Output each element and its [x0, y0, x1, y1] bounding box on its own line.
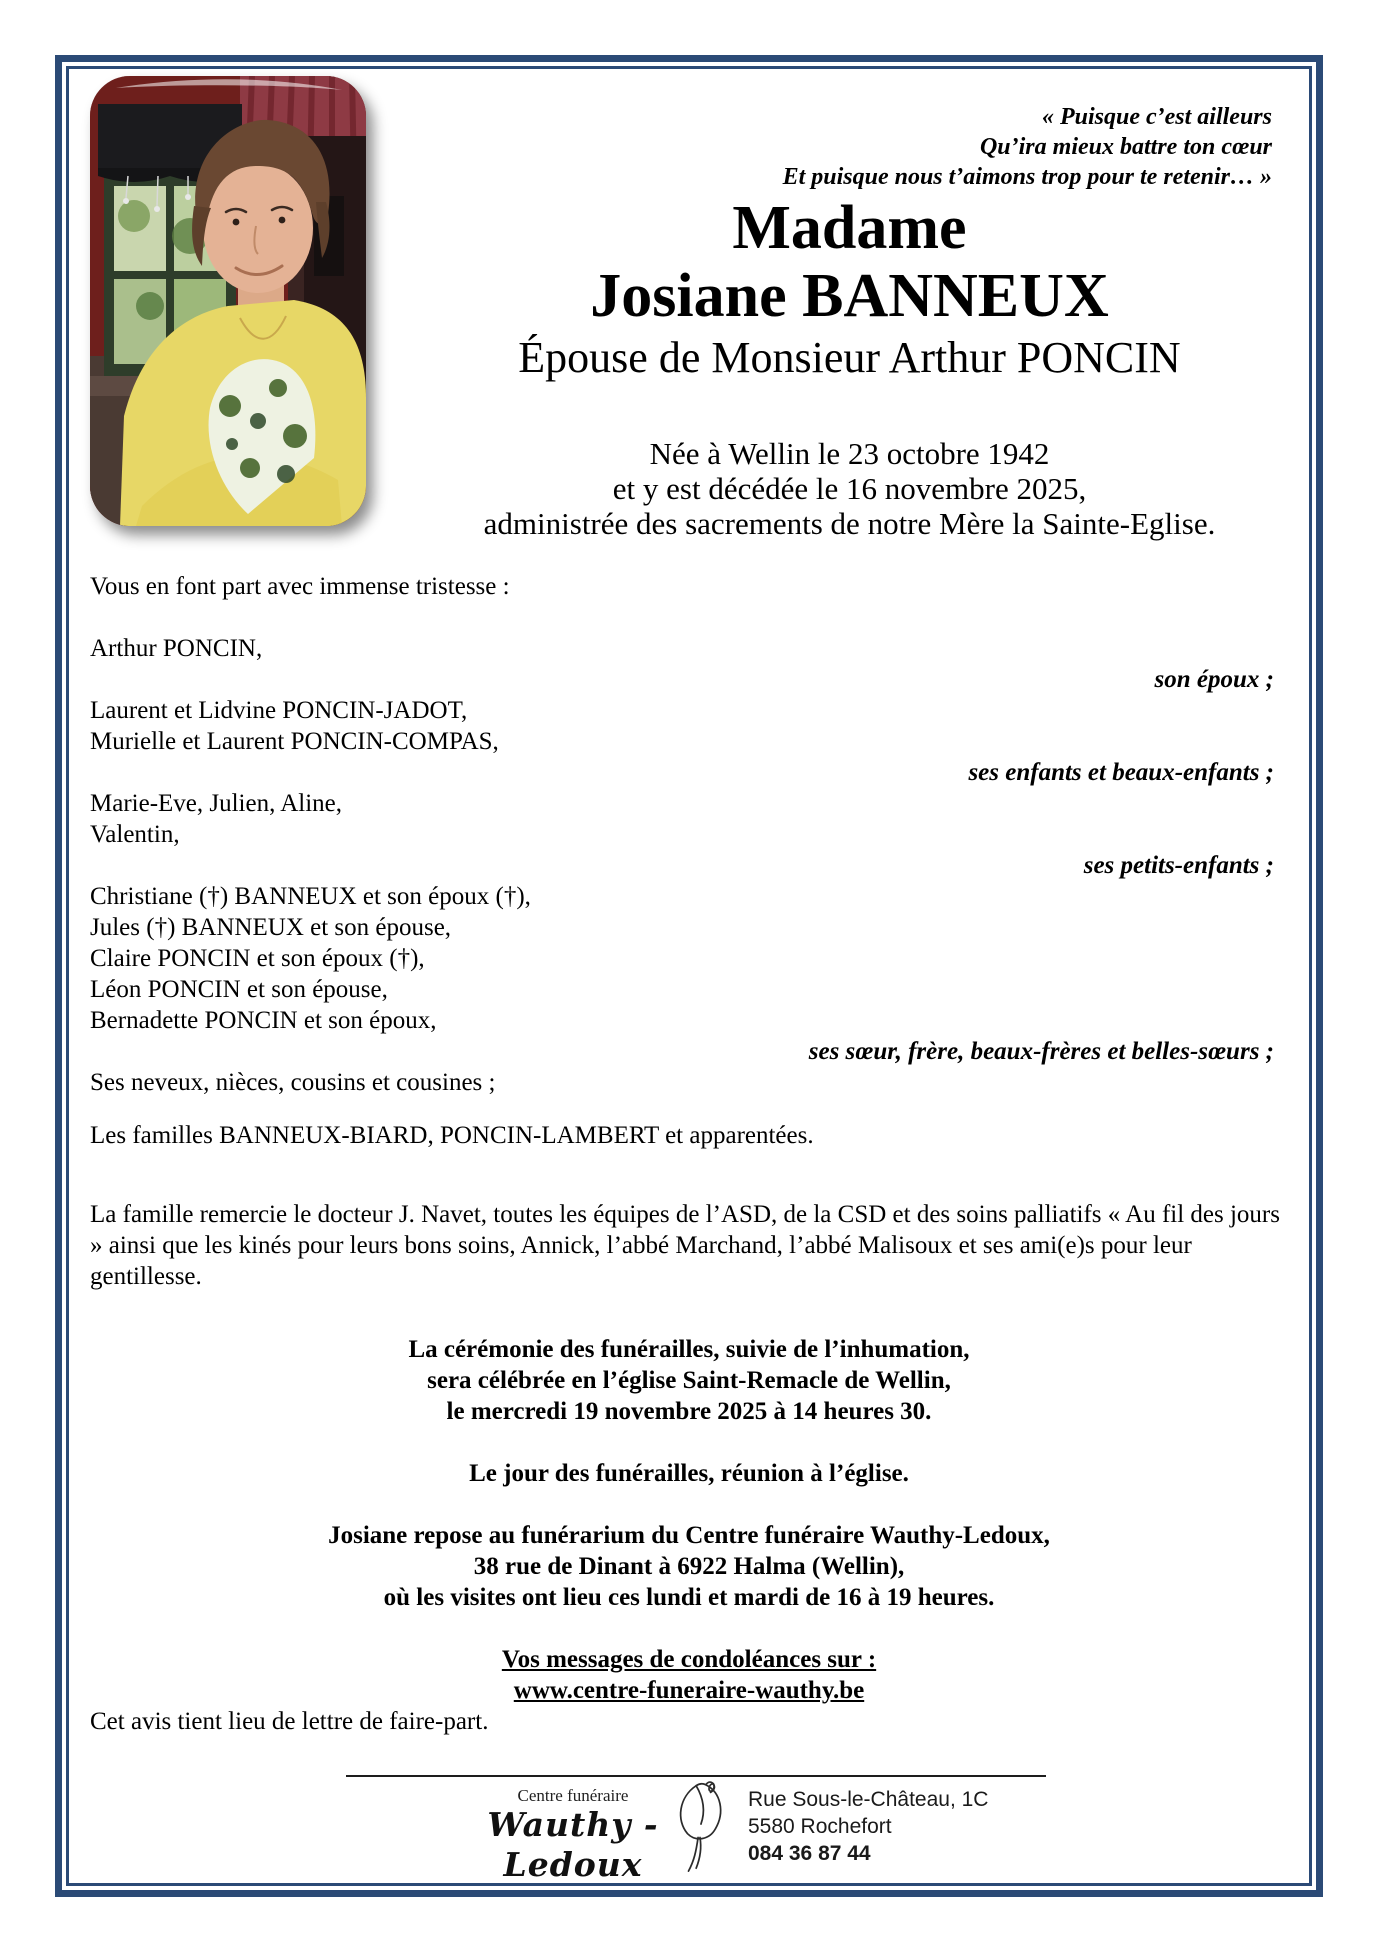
quote-line: Et puisque nous t’aimons trop pour te retenir… »	[782, 164, 1272, 190]
quote-line: « Puisque c’est ailleurs	[1041, 104, 1272, 130]
content-area	[90, 76, 1288, 1737]
family-name: Jules (†) BANNEUX et son épouse,	[90, 914, 452, 941]
sacraments-line: administrée des sacrements de notre Mère la Sainte-Eglise.	[483, 506, 1216, 541]
address-street: Rue Sous-le-Château, 1C	[748, 1788, 989, 1811]
death-line: et y est décédée le 16 novembre 2025,	[612, 471, 1087, 506]
relatives-line: Ses neveux, nièces, cousins et cousines ;	[90, 1069, 496, 1096]
footer-divider	[346, 1775, 1046, 1777]
condolences-website: www.centre-funeraire-wauthy.be	[513, 1677, 865, 1704]
repose-line: Josiane repose au funérarium du Centre funéraire Wauthy-Ledoux,	[328, 1522, 1050, 1549]
family-relation-label: ses petits-enfants ;	[1083, 852, 1274, 879]
notice-line: Cet avis tient lieu de lettre de faire-part.	[90, 1708, 489, 1735]
family-name: Léon PONCIN et son épouse,	[90, 976, 388, 1003]
ceremony-line: La cérémonie des funérailles, suivie de l’inhumation,	[408, 1336, 970, 1363]
family-name: Murielle et Laurent PONCIN-COMPAS,	[90, 728, 499, 755]
families-line: Les familles BANNEUX-BIARD, PONCIN-LAMBERT et apparentées.	[90, 1122, 814, 1149]
family-name: Laurent et Lidvine PONCIN-JADOT,	[90, 697, 468, 724]
ceremony-block	[90, 1334, 1288, 1427]
family-relation-label: son époux ;	[1154, 666, 1274, 693]
reunion-line: Le jour des funérailles, réunion à l’église.	[469, 1460, 909, 1487]
ceremony-line: le mercredi 19 novembre 2025 à 14 heures 30.	[446, 1398, 932, 1425]
announcement-body	[90, 571, 1288, 1737]
condolences-intro: Vos messages de condoléances sur :	[501, 1646, 877, 1673]
thanks-paragraph: La famille remercie le docteur J. Navet, toutes les équipes de l’ASD, de la CSD et des soins palliatifs « Au fil des jours » ainsi que les kinés pour leurs bons soins, Annick, l’abbé Marchand, l’abbé Malisoux et ses ami(e)s pour leur gentillesse.	[90, 1201, 1280, 1290]
phone-number: 084 36 87 44	[748, 1842, 871, 1865]
portrait-illustration	[90, 76, 366, 526]
spouse-line: Épouse de Monsieur Arthur PONCIN	[518, 333, 1181, 382]
repose-line: où les visites ont lieu ces lundi et mardi de 16 à 19 heures.	[383, 1584, 995, 1611]
family-relation-label: ses sœur, frère, beaux-frères et belles-sœurs ;	[808, 1038, 1274, 1065]
salutation: Madame	[732, 194, 967, 262]
family-name: Valentin,	[90, 821, 180, 848]
calla-lily-icon	[668, 1778, 732, 1874]
funeral-home-address	[748, 1786, 988, 1867]
ceremony-line: sera célébrée en l’église Saint-Remacle de Wellin,	[427, 1367, 951, 1394]
address-city: 5580 Rochefort	[748, 1815, 892, 1838]
brand-name: Wauthy - Ledoux	[487, 1805, 659, 1884]
intro-line: Vous en font part avec immense tristesse :	[90, 573, 510, 600]
family-name: Arthur PONCIN,	[90, 635, 263, 662]
family-name: Christiane (†) BANNEUX et son époux (†),	[90, 883, 531, 910]
brand-tagline: Centre funéraire	[517, 1786, 629, 1805]
repose-line: 38 rue de Dinant à 6922 Halma (Wellin),	[473, 1553, 905, 1580]
family-name: Marie-Eve, Julien, Aline,	[90, 790, 343, 817]
family-relation-label: ses enfants et beaux-enfants ;	[968, 759, 1274, 786]
condolences-block	[90, 1644, 1288, 1706]
quote-line: Qu’ira mieux battre ton cœur	[979, 134, 1272, 160]
portrait-photo	[90, 76, 366, 526]
repose-block	[90, 1520, 1288, 1613]
family-name: Bernadette PONCIN et son époux,	[90, 1007, 437, 1034]
family-name: Claire PONCIN et son époux (†),	[90, 945, 425, 972]
deceased-name: Josiane BANNEUX	[590, 262, 1109, 330]
birth-line: Née à Wellin le 23 octobre 1942	[649, 436, 1050, 471]
